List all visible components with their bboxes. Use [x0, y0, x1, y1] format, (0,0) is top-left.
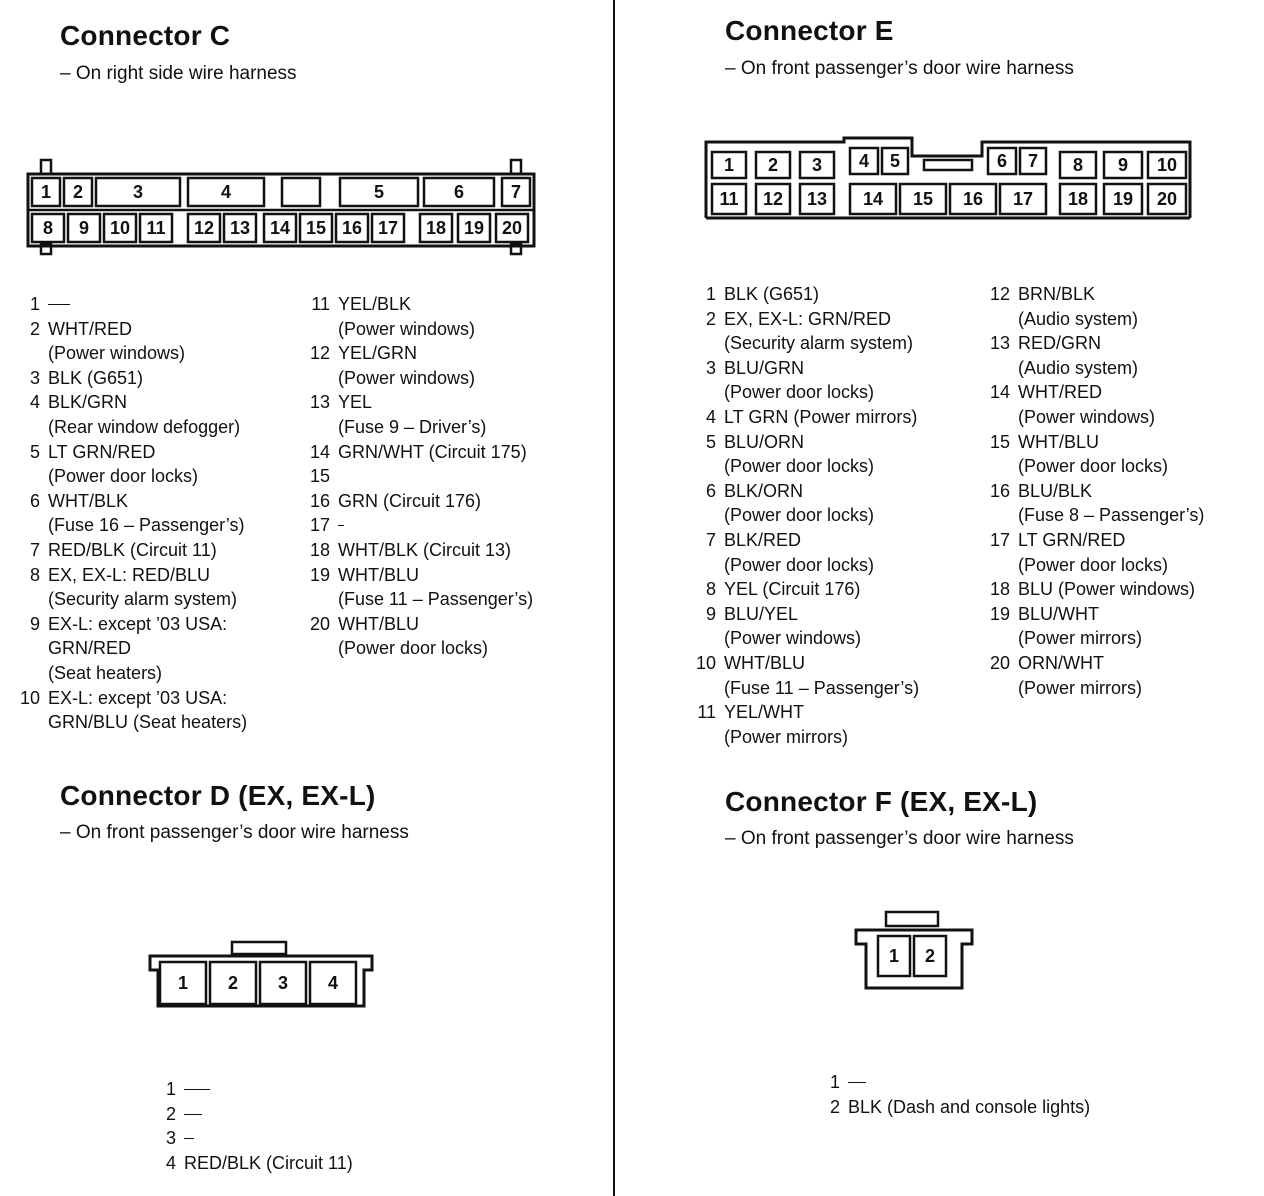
pin-wire-description: EX-L: except ’03 USA: GRN/BLU (Seat heaters) [48, 687, 248, 733]
connector-f-title: Connector F (EX, EX-L) [725, 786, 1038, 817]
pin-entry [982, 528, 1262, 577]
pin-entry [688, 430, 978, 479]
pin-wire-description: LT GRN/RED (Power door locks) [48, 441, 199, 487]
pin-entry [148, 1102, 448, 1127]
pin-wire-description: GRN/WHT (Circuit 175) [338, 441, 527, 462]
pin-entry [302, 489, 602, 514]
pin-wire-description: BLK (G651) [48, 367, 144, 388]
unused-pin-dash [184, 1114, 202, 1115]
pin-wire-description: BLU/YEL (Power windows) [724, 603, 862, 649]
pin-label: 16 [962, 189, 984, 209]
pin-entry [982, 380, 1262, 429]
pin-wire-description: BLU/GRN (Power door locks) [724, 357, 875, 403]
pin-wire-description: YEL/BLK (Power windows) [338, 294, 476, 339]
pin-label: 2 [767, 155, 779, 175]
pin-number: 16 [309, 490, 330, 511]
pin-wire-description: BLU/WHT (Power mirrors) [1018, 603, 1142, 649]
pin-number: 13 [989, 333, 1010, 354]
pin-number: 1 [29, 294, 40, 314]
pin-number: 7 [705, 529, 716, 550]
pin-number: 10 [695, 652, 716, 673]
pin-wire-description: WHT/BLU (Power door locks) [1018, 431, 1169, 477]
pin-entry [982, 602, 1262, 651]
pin-label: 1 [723, 155, 735, 175]
pin-wire-description: YEL/WHT (Power mirrors) [724, 702, 848, 747]
pin-label: 14 [269, 218, 291, 238]
pin-number: 4 [165, 1152, 176, 1173]
pin-label: 15 [912, 189, 934, 209]
pin-label: 6 [996, 151, 1008, 171]
pin-label: 5 [889, 151, 901, 171]
pin-wire-description: WHT/BLK (Circuit 13) [338, 539, 512, 560]
pin-entry [302, 612, 602, 661]
pin-label: 6 [453, 182, 465, 202]
pin-entry [148, 1126, 448, 1151]
pin-wire-description: BLK/ORN (Power door locks) [724, 480, 875, 526]
pin-entry [12, 366, 302, 391]
unused-pin-dash [48, 304, 70, 305]
pin-label: 19 [1112, 189, 1134, 209]
pin-wire-description: BLK (G651) [724, 284, 820, 304]
pin-entry [12, 317, 302, 366]
pin-number: 19 [309, 564, 330, 585]
pin-entry [688, 577, 978, 602]
unused-pin-dash [848, 1082, 866, 1083]
pin-label: 10 [1156, 155, 1178, 175]
pin-number: 14 [989, 382, 1010, 403]
pin-label: 2 [924, 946, 936, 966]
pin-wire-description: WHT/RED (Power windows) [1018, 382, 1156, 427]
pin-label: 8 [42, 218, 54, 238]
connector-c-subtitle: – On right side wire harness [60, 63, 297, 84]
pin-label: 12 [193, 218, 215, 238]
pin-entry [148, 1151, 448, 1176]
pin-entry [688, 282, 978, 307]
pin-entry [302, 563, 602, 612]
pin-label: 16 [341, 218, 363, 238]
pin-label: 14 [862, 189, 884, 209]
pin-entry [688, 479, 978, 528]
pin-entry [688, 700, 978, 749]
pin-entry [982, 282, 1262, 331]
pin-wire-description: YEL (Circuit 176) [724, 579, 861, 600]
pin-label: 2 [72, 182, 84, 202]
pin-wire-description: RED/BLK (Circuit 11) [48, 539, 217, 560]
pin-wire-description: WHT/BLU (Fuse 11 – Passenger’s) [338, 564, 534, 610]
pin-entry [812, 1095, 1172, 1120]
pin-entry [302, 341, 602, 390]
connector-e-pin-list-left [688, 282, 978, 749]
pin-wire-description: LT GRN (Power mirrors) [724, 406, 918, 427]
pin-label: 5 [373, 182, 385, 202]
pin-number: 16 [989, 480, 1010, 501]
pin-label: 1 [177, 973, 189, 993]
pin-number: 3 [165, 1128, 176, 1149]
pin-entry [982, 430, 1262, 479]
pin-wire-description: RED/GRN (Audio system) [1018, 333, 1139, 378]
pin-entry [688, 356, 978, 405]
pin-wire-description: BLK/RED (Power door locks) [724, 529, 875, 575]
pin-number: 3 [29, 367, 40, 388]
pin-entry [302, 513, 602, 538]
pin-wire-description: ORN/WHT (Power mirrors) [1018, 652, 1142, 698]
pin-label: 17 [377, 218, 399, 238]
pin-entry [12, 686, 302, 735]
connector-d-diagram [146, 940, 376, 1020]
pin-wire-description: WHT/RED (Power windows) [48, 318, 186, 364]
pin-label: 15 [305, 218, 327, 238]
pin-label: 20 [1156, 189, 1178, 209]
pin-wire-description: YEL (Fuse 9 – Driver’s) [338, 392, 487, 437]
pin-entry [12, 538, 302, 563]
connector-f-pin-list [812, 1070, 1172, 1119]
pin-wire-description: WHT/BLU (Power door locks) [338, 613, 489, 659]
unused-pin-dash [338, 525, 344, 526]
connector-f-diagram [852, 906, 978, 996]
pin-label: 1 [40, 182, 52, 202]
connector-e-title: Connector E [725, 15, 894, 46]
pin-number: 2 [829, 1096, 840, 1117]
pin-label: 13 [806, 189, 828, 209]
pin-number: 2 [705, 308, 716, 329]
pin-entry [982, 479, 1262, 528]
pin-number: 6 [29, 490, 40, 511]
pin-label: 13 [229, 218, 251, 238]
pin-label: 20 [501, 218, 523, 238]
pin-label: 3 [277, 973, 289, 993]
pin-number: 17 [309, 515, 330, 536]
page-divider [613, 0, 615, 1196]
connector-f-subtitle: – On front passenger’s door wire harness [725, 828, 1074, 849]
pin-label: 4 [327, 973, 339, 993]
pin-wire-description: BLU (Power windows) [1018, 579, 1196, 600]
pin-entry [688, 307, 978, 356]
pin-label: 7 [1027, 151, 1039, 171]
pin-wire-description: EX, EX-L: RED/BLU (Security alarm system) [48, 564, 238, 610]
pin-number: 8 [705, 579, 716, 600]
pin-wire-description: GRN (Circuit 176) [338, 490, 482, 511]
pin-label: 3 [132, 182, 144, 202]
connector-c-title: Connector C [60, 20, 231, 51]
pin-label: 17 [1012, 189, 1034, 209]
pin-label: 9 [1117, 155, 1129, 175]
pin-number: 13 [309, 392, 330, 413]
connector-c-pin-list-right [302, 292, 602, 661]
pin-number: 4 [29, 392, 40, 413]
pin-entry [12, 563, 302, 612]
pin-entry [688, 651, 978, 700]
pin-label: 8 [1072, 155, 1084, 175]
pin-label: 3 [811, 155, 823, 175]
pin-number: 18 [309, 539, 330, 560]
pin-entry [982, 577, 1262, 602]
pin-number: 10 [19, 687, 40, 708]
pin-wire-description: LT GRN/RED (Power door locks) [1018, 529, 1169, 575]
pin-entry [12, 292, 302, 317]
pin-entry [12, 440, 302, 489]
pin-entry [12, 390, 302, 439]
pin-number: 20 [309, 613, 330, 634]
pin-number: 1 [829, 1072, 840, 1092]
pin-entry [302, 440, 602, 465]
pin-wire-description: BLK/GRN (Rear window defogger) [48, 392, 241, 437]
pin-entry [812, 1070, 1172, 1095]
pin-number: 12 [309, 343, 330, 364]
pin-entry [982, 651, 1262, 700]
pin-label: 9 [78, 218, 90, 238]
pin-label: 4 [858, 151, 870, 171]
pin-number: 20 [989, 652, 1010, 673]
pin-number: 2 [165, 1103, 176, 1124]
pin-label: 4 [220, 182, 232, 202]
pin-entry [302, 464, 602, 489]
connector-d-pin-list [148, 1077, 448, 1175]
pin-number: 9 [29, 613, 40, 634]
unused-pin-dash [184, 1138, 194, 1139]
pin-number: 1 [705, 284, 716, 304]
pin-wire-description: BLK (Dash and console lights) [848, 1096, 1091, 1117]
pin-number: 18 [989, 579, 1010, 600]
pin-number: 7 [29, 539, 40, 560]
pin-number: 14 [309, 441, 330, 462]
pin-entry [688, 528, 978, 577]
unused-pin-dash [184, 1089, 210, 1090]
pin-cavity [282, 178, 320, 206]
connector-c-diagram [24, 160, 544, 260]
pin-number: 3 [705, 357, 716, 378]
pin-label: 1 [888, 946, 900, 966]
pin-number: 11 [697, 702, 716, 723]
pin-number: 8 [29, 564, 40, 585]
pin-entry [302, 538, 602, 563]
pin-number: 6 [705, 480, 716, 501]
pin-wire-description: BLU/ORN (Power door locks) [724, 431, 875, 477]
pin-number: 19 [989, 603, 1010, 624]
pin-number: 15 [989, 431, 1010, 452]
pin-label: 7 [510, 182, 522, 202]
pin-entry [148, 1077, 448, 1102]
pin-number: 5 [705, 431, 716, 452]
pin-number: 2 [29, 318, 40, 339]
pin-label: 18 [1067, 189, 1089, 209]
pin-entry [302, 292, 602, 341]
connector-c-pin-list-left [12, 292, 302, 735]
pin-entry [688, 405, 978, 430]
pin-label: 11 [146, 218, 166, 238]
pin-wire-description: BRN/BLK (Audio system) [1018, 284, 1139, 329]
pin-entry [302, 390, 602, 439]
pin-entry [982, 331, 1262, 380]
pin-label: 10 [109, 218, 131, 238]
pin-number: 1 [165, 1079, 176, 1099]
pin-entry [12, 612, 302, 686]
pin-number: 15 [309, 466, 330, 487]
pin-number: 9 [705, 603, 716, 624]
pin-number: 5 [29, 441, 40, 462]
pin-wire-description: EX-L: except ’03 USA: GRN/RED (Seat heaters) [48, 613, 228, 683]
pin-label: 12 [762, 189, 784, 209]
pin-label: 18 [425, 218, 447, 238]
pin-entry [12, 489, 302, 538]
connector-d-title: Connector D (EX, EX-L) [60, 780, 376, 811]
pin-label: 11 [719, 189, 739, 209]
pin-number: 4 [705, 406, 716, 427]
pin-wire-description: YEL/GRN (Power windows) [338, 343, 476, 388]
pin-wire-description: BLU/BLK (Fuse 8 – Passenger’s) [1018, 480, 1205, 526]
pin-wire-description: EX, EX-L: GRN/RED (Security alarm system) [724, 308, 914, 354]
pin-wire-description: WHT/BLK (Fuse 16 – Passenger’s) [48, 490, 245, 536]
pin-label: 2 [227, 973, 239, 993]
pin-label: 19 [463, 218, 485, 238]
pin-number: 12 [989, 284, 1010, 304]
pin-number: 11 [311, 294, 330, 314]
connector-e-subtitle: – On front passenger’s door wire harness [725, 58, 1074, 79]
connector-e-pin-list-right [982, 282, 1262, 700]
pin-entry [688, 602, 978, 651]
connector-d-subtitle: – On front passenger’s door wire harness [60, 822, 409, 843]
pin-number: 17 [989, 529, 1010, 550]
connector-e-diagram [700, 134, 1200, 224]
pin-wire-description: WHT/BLU (Fuse 11 – Passenger’s) [724, 652, 920, 698]
pin-wire-description: RED/BLK (Circuit 11) [184, 1152, 353, 1173]
